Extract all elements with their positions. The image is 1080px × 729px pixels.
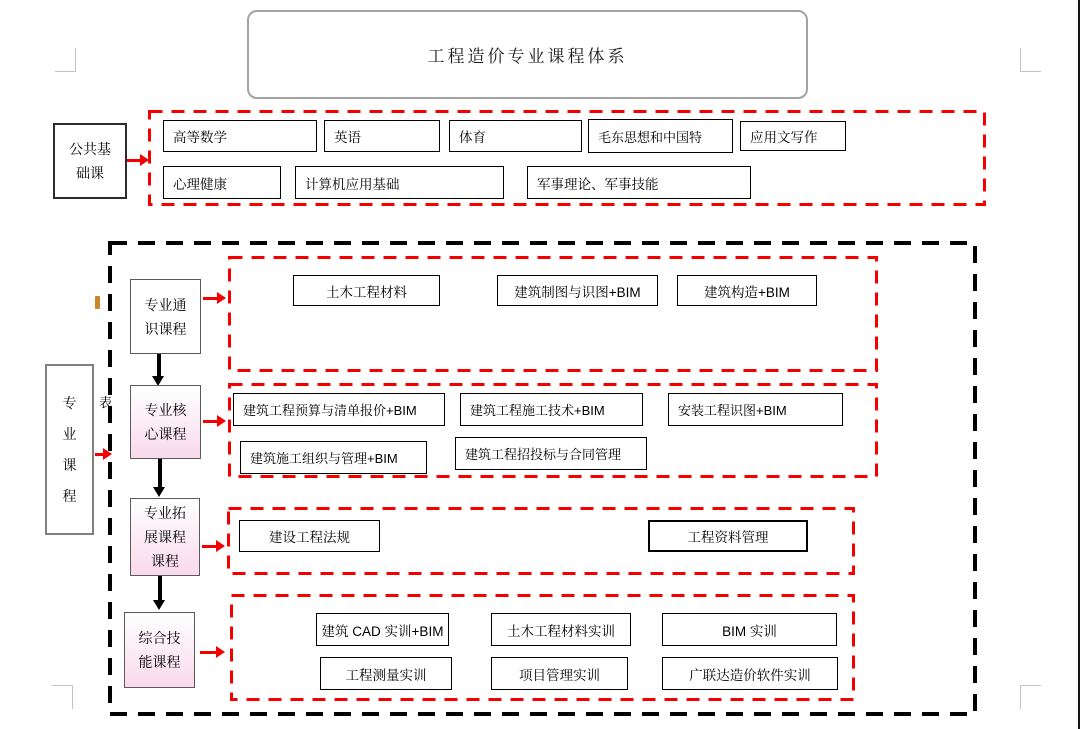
course-label: 军事理论、军事技能 xyxy=(537,176,659,192)
course-box xyxy=(588,119,733,153)
course-box xyxy=(295,166,504,199)
course-label: 项目管理实训 xyxy=(519,667,600,683)
course-box xyxy=(240,441,427,474)
category-box-core xyxy=(130,385,201,459)
arrow-down-3 xyxy=(158,576,162,600)
course-label: 建筑施工组织与管理+BIM xyxy=(250,451,398,466)
course-label: 安装工程识图+BIM xyxy=(678,403,787,418)
course-box xyxy=(293,275,440,306)
category-label: 综合技能课程 xyxy=(138,630,181,670)
public-basic-box xyxy=(53,123,127,199)
crop-mark-top-right xyxy=(1020,48,1041,72)
course-label: 应用文写作 xyxy=(750,130,818,145)
category-label: 专业拓展课程课程 xyxy=(144,505,186,569)
course-label: BIM 实训 xyxy=(722,623,777,639)
arrow-category-core xyxy=(203,420,217,423)
course-label: 建筑工程预算与清单报价+BIM xyxy=(243,403,417,418)
course-label: 英语 xyxy=(334,130,361,145)
public-basic-label: 公共基础课 xyxy=(69,141,111,181)
category-box-extension xyxy=(130,498,200,576)
stray-artifact-text: 表 xyxy=(99,395,113,410)
stray-artifact-mark xyxy=(95,296,100,309)
course-label: 建筑工程施工技术+BIM xyxy=(470,403,605,418)
arrow-down-1 xyxy=(157,354,161,376)
course-label: 计算机应用基础 xyxy=(305,176,400,192)
course-box xyxy=(662,657,838,690)
course-label: 高等数学 xyxy=(173,130,227,145)
course-box xyxy=(239,520,380,552)
course-box xyxy=(455,437,647,470)
course-box xyxy=(163,166,281,199)
course-label: 建筑工程招投标与合同管理 xyxy=(465,447,622,462)
course-box xyxy=(324,120,440,152)
course-label: 建筑制图与识图+BIM xyxy=(514,284,641,300)
course-box xyxy=(233,393,445,426)
crop-mark-top-left xyxy=(55,48,76,72)
professional-box xyxy=(45,364,94,535)
category-label: 专业核心课程 xyxy=(144,402,187,442)
course-label: 建筑构造+BIM xyxy=(704,284,790,300)
course-label: 土木工程材料实训 xyxy=(507,623,615,639)
category-box-skills xyxy=(124,612,195,688)
arrow-category-general xyxy=(203,297,217,300)
professional-label: 专业课程 xyxy=(62,394,77,504)
course-box xyxy=(449,120,582,152)
course-label: 毛东思想和中国特 xyxy=(598,129,703,145)
arrow-category-skills xyxy=(200,651,216,654)
course-box xyxy=(668,393,843,426)
crop-mark-bottom-left xyxy=(52,685,73,709)
crop-mark-bottom-right xyxy=(1020,685,1041,709)
course-box xyxy=(491,613,631,646)
page-title: 工程造价专业课程体系 xyxy=(427,47,628,66)
arrow-category-extension xyxy=(202,545,216,548)
course-box xyxy=(740,121,846,151)
course-box xyxy=(320,657,452,690)
course-label: 土木工程材料 xyxy=(326,284,407,300)
category-label: 专业通识课程 xyxy=(144,296,187,337)
course-box xyxy=(527,166,751,199)
arrow-public-basic xyxy=(127,159,140,162)
course-label: 心理健康 xyxy=(173,176,227,192)
course-box xyxy=(460,393,643,426)
arrow-professional xyxy=(95,453,103,456)
course-label: 建设工程法规 xyxy=(269,530,350,545)
course-label: 工程测量实训 xyxy=(345,667,427,683)
course-box xyxy=(648,520,808,552)
title-box xyxy=(247,10,808,99)
section-outline-general xyxy=(228,256,878,372)
course-box xyxy=(662,613,837,646)
category-box-general xyxy=(130,279,201,354)
course-box xyxy=(491,657,628,690)
course-box xyxy=(497,275,658,306)
course-label: 建筑 CAD 实训+BIM xyxy=(321,623,444,639)
arrow-down-2 xyxy=(158,459,162,487)
course-box xyxy=(316,613,449,646)
course-box xyxy=(163,120,317,152)
course-label: 广联达造价软件实训 xyxy=(689,667,811,683)
course-label: 体育 xyxy=(459,130,486,145)
course-box xyxy=(677,275,817,306)
course-label: 工程资料管理 xyxy=(687,530,769,545)
